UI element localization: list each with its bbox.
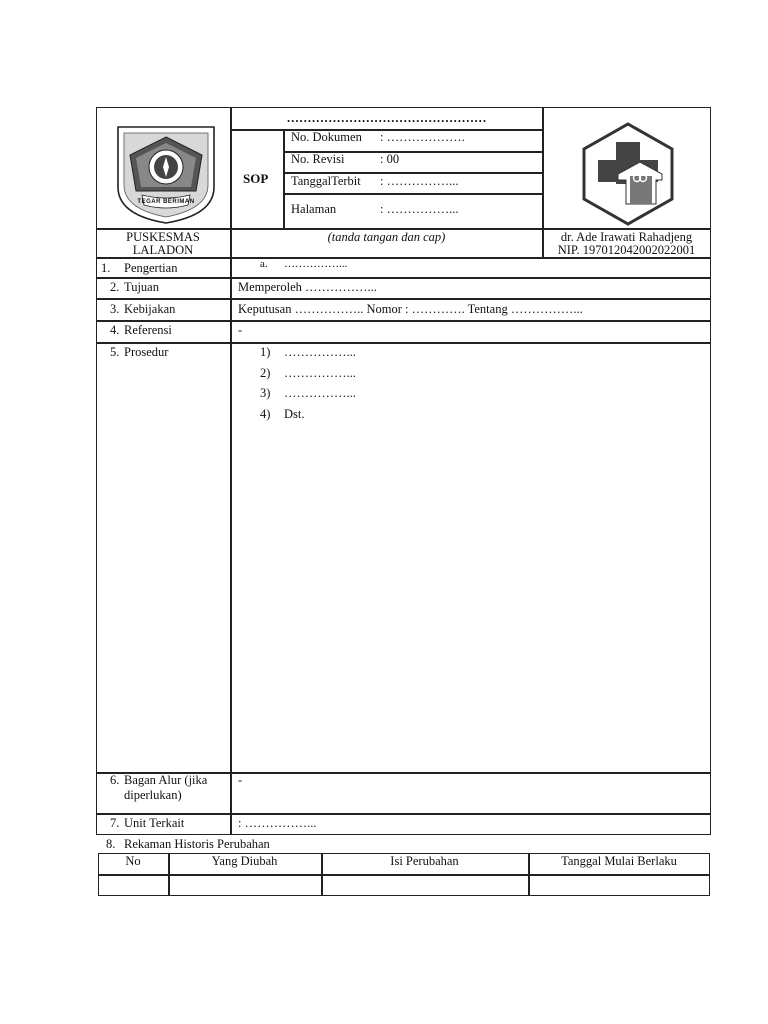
- history-column-header: No: [125, 854, 141, 868]
- section-number-tujuan: 2.: [110, 280, 120, 294]
- meta-value-halaman: : ……………...: [380, 202, 459, 216]
- bagan-value: -: [238, 773, 243, 787]
- section-number-pengertian: 1.: [101, 261, 111, 275]
- row-line-referensi: [96, 342, 711, 344]
- unit-value: : ……………...: [238, 816, 317, 830]
- prosedur-step-text: Dst.: [284, 407, 305, 421]
- section-label-pengertian: Pengertian: [124, 261, 178, 275]
- meta-label-no-revisi: No. Revisi: [291, 152, 345, 166]
- logo-banner-text: TEGAR BERIMAN: [137, 199, 195, 205]
- org-name-line-2: LALADON: [132, 243, 194, 257]
- section-number-prosedur: 5.: [110, 345, 120, 359]
- document-title-dots: …………………………………………: [286, 111, 487, 125]
- meta-value-no-revisi: : 00: [380, 152, 400, 166]
- body-label-divider: [230, 257, 232, 835]
- row-line-pengertian: [96, 277, 711, 279]
- prosedur-step-marker: 4): [260, 407, 271, 421]
- official-name: dr. Ade Irawati Rahadjeng: [560, 230, 693, 244]
- history-number: 8.: [106, 837, 116, 851]
- history-title: Rekaman Historis Perubahan: [124, 837, 270, 851]
- row-line-bagan: [96, 813, 711, 815]
- history-column-header: Yang Diubah: [211, 854, 278, 868]
- org-name-line-1: PUSKESMAS: [126, 230, 200, 244]
- header-divider-2: [283, 129, 285, 228]
- section-label-tujuan: Tujuan: [124, 280, 159, 294]
- section-label-bagan-line-1: Bagan Alur (jika: [124, 773, 208, 787]
- section-number-bagan: 6.: [110, 773, 120, 787]
- prosedur-step-text: ……………...: [284, 386, 356, 400]
- header-row-line-4: [283, 193, 543, 195]
- section-label-kebijakan: Kebijakan: [124, 302, 176, 316]
- meta-label-tanggal-terbit: TanggalTerbit: [291, 174, 361, 188]
- meta-label-halaman: Halaman: [291, 202, 337, 216]
- meta-value-tanggal-terbit: : ……………...: [380, 174, 459, 188]
- prosedur-step-marker: 1): [260, 345, 271, 359]
- section-number-unit: 7.: [110, 816, 120, 830]
- kebijakan-value: Keputusan …………….. Nomor : …………. Tentang ……………...: [238, 302, 583, 316]
- regency-shield-logo: [116, 125, 216, 225]
- history-column-header: Isi Perubahan: [390, 854, 459, 868]
- prosedur-step-marker: 2): [260, 366, 271, 380]
- section-label-prosedur: Prosedur: [124, 345, 169, 359]
- meta-value-no-dokumen: : ……………….: [380, 130, 465, 144]
- section-label-unit: Unit Terkait: [124, 816, 185, 830]
- referensi-value: -: [238, 323, 243, 337]
- row-line-kebijakan: [96, 320, 711, 322]
- section-label-referensi: Referensi: [124, 323, 172, 337]
- sop-label: SOP: [243, 171, 269, 186]
- prosedur-step-marker: 3): [260, 386, 271, 400]
- pengertian-item-text: ……………...: [284, 258, 348, 270]
- puskesmas-cross-logo: [576, 122, 680, 226]
- prosedur-step-text: ……………...: [284, 345, 356, 359]
- history-table-row-line: [98, 874, 710, 876]
- history-column-header: Tanggal Mulai Berlaku: [561, 854, 677, 868]
- pengertian-item-marker: a.: [260, 258, 268, 270]
- signature-note: (tanda tangan dan cap): [327, 230, 446, 244]
- tujuan-value: Memperoleh ……………...: [238, 280, 377, 294]
- official-nip: NIP. 197012042002022001: [557, 243, 696, 257]
- row-line-tujuan: [96, 298, 711, 300]
- prosedur-step-text: ……………...: [284, 366, 356, 380]
- section-number-kebijakan: 3.: [110, 302, 120, 316]
- meta-label-no-dokumen: No. Dokumen: [291, 130, 362, 144]
- section-number-referensi: 4.: [110, 323, 120, 337]
- section-label-bagan-line-2: diperlukan): [124, 788, 182, 802]
